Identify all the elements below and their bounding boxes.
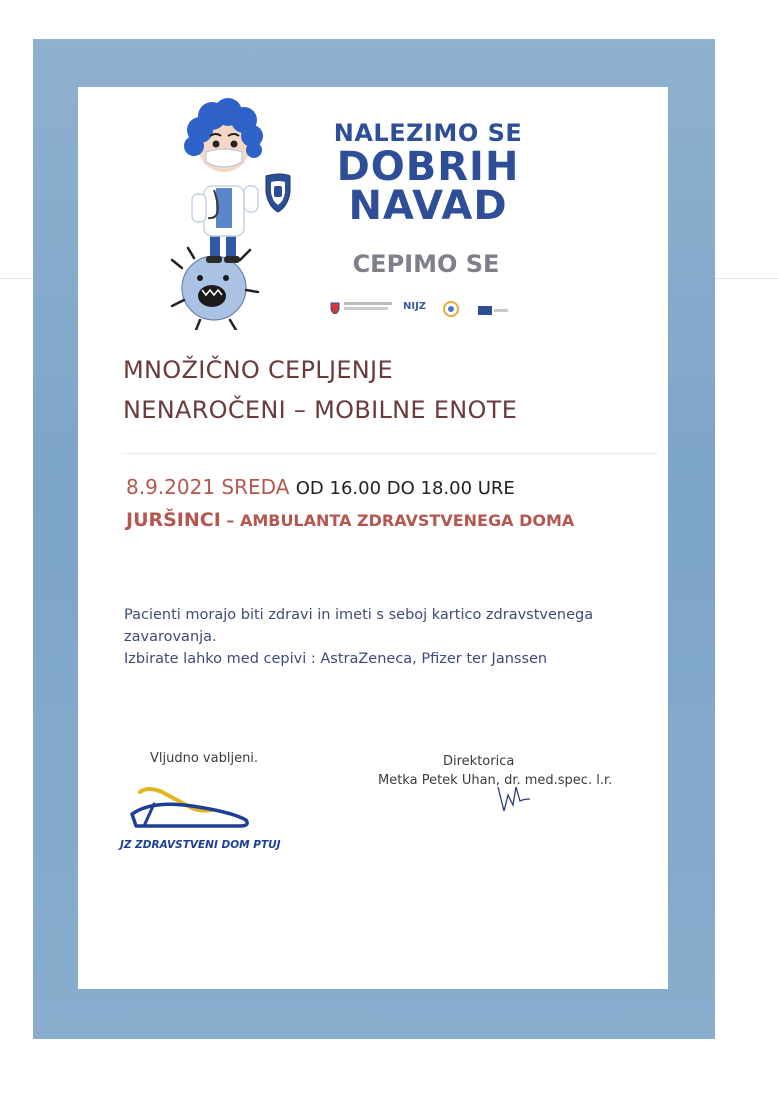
campaign-subtitle: CEPIMO SE	[352, 250, 500, 278]
event-date: 8.9.2021 SREDA	[126, 475, 290, 499]
coat-of-arms-icon	[330, 302, 340, 314]
event-time: OD 16.00 DO 18.00 URE	[295, 478, 515, 499]
event-datetime-row	[126, 472, 574, 504]
organization-logo-icon	[122, 784, 262, 838]
page-title	[123, 350, 517, 430]
event-place: JURŠINCI	[126, 509, 221, 531]
title-line-1: MNOŽIČNO CEPLJENJE	[123, 356, 393, 384]
signatory-name: Metka Petek Uhan, dr. med.spec. l.r.	[378, 773, 613, 788]
event-venue: – AMBULANTA ZDRAVSTVENEGA DOMA	[220, 511, 575, 530]
doctor-mascot-illustration	[170, 90, 320, 330]
slogan-line-1: NALEZIMO SE	[333, 119, 523, 147]
handwritten-signature	[494, 775, 534, 815]
instructions-line-2: Izbirate lahko med cepivi : AstraZeneca, Pfizer ter Janssen	[124, 651, 548, 667]
organization-logo-text: JZ ZDRAVSTVENI DOM PTUJ	[120, 839, 281, 851]
campaign-slogan	[328, 118, 528, 229]
event-details	[126, 472, 574, 537]
eu-flag-icon	[478, 306, 508, 316]
health-logo-icon	[442, 300, 460, 318]
patient-instructions	[124, 604, 644, 670]
nijz-logo: NIJZ	[403, 301, 427, 312]
divider	[122, 453, 658, 454]
partner-logos	[330, 298, 510, 320]
slogan-line-2: DOBRIH	[336, 144, 520, 190]
title-line-2: NENAROČENI – MOBILNE ENOTE	[123, 396, 518, 424]
ministry-logo-text	[344, 302, 396, 310]
instructions-line-1: Pacienti morajo biti zdravi in imeti s seboj kartico zdravstvenega zavarovanja.	[124, 607, 594, 645]
closing-greeting: Vljudno vabljeni.	[150, 751, 259, 766]
event-location-row	[126, 504, 574, 537]
signatory-title: Direktorica	[443, 754, 515, 769]
slogan-line-3: NAVAD	[348, 183, 508, 229]
